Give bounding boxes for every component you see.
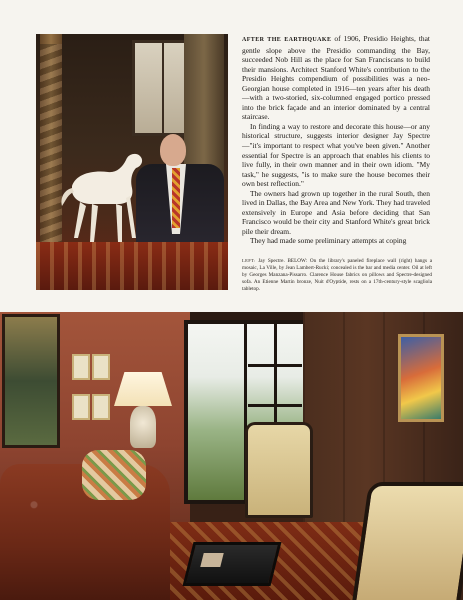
armchair [245, 422, 313, 518]
caption-text: Jay Spectre. BELOW: On the library's paneled fireplace wall (right) hangs a mosaic, La Ville, by Jean Lambert-Rucki; concealed is the bar and media center. Oil at left by Georges Manzana-Pissarro. Clarence House fabrics on pillows and Spectre-designed sofa. An Etienne Martin bronze, Nuit d'Oyptide, rests on a 17th-century-style scagliola tabletop. [242, 258, 432, 292]
lamp-base [130, 406, 156, 448]
paragraph-1-text: of 1906, Presidio Heights, that gentle slope above the Presidio commanding the Bay, succeeded Nob Hill as the place for San Franciscans to build their mansions. Architect Stanford White's contribution to the Presidio Heights compendium of possibilities was a neo-Georgian house completed in 1916—ten years after his death—with a two-storied, six-columned engaged portico pressed into the brick façade and an interior dominated by a central staircase. [242, 34, 430, 122]
portrait-photo [36, 34, 228, 290]
scagliola-table [183, 542, 282, 586]
paragraph-1 [242, 34, 430, 122]
man-head [160, 134, 186, 166]
caption-label: LEFT: [242, 258, 256, 263]
mosaic-la-ville [398, 334, 444, 422]
small-framed-print [92, 394, 110, 420]
paragraph-4: They had made some preliminary attempts at coping [250, 236, 407, 246]
foreground-chair [351, 482, 463, 600]
small-framed-print [92, 354, 110, 380]
small-framed-print [72, 354, 90, 380]
oil-painting [2, 314, 60, 448]
paragraph-2: In finding a way to restore and decorate this house—or any historical structure, suggests interior designer Jay Spectre—"it's important to respect what you've been given." Another essential for Spectre is an approach that enables his clients to live fully, in their own manner and in their own idiom. "My task," he suggests, "is to make sure the house becomes their own best reflection." [242, 121, 430, 189]
oriental-rug [36, 242, 228, 290]
paragraph-3: The owners had grown up together in the rural South, then lived in Dallas, the Bay Area and New York. They had traveled extensively in Europe and Asia before deciding that San Francisco would be their city and Stanford White's great brick pile their dream. [242, 188, 430, 236]
small-framed-print [72, 394, 90, 420]
man-tie [172, 168, 180, 228]
photo-caption [242, 258, 432, 293]
lead-caps: AFTER THE EARTHQUAKE [242, 37, 332, 43]
horse-sculpture [58, 146, 150, 256]
article-text [242, 34, 430, 246]
library-photo [0, 312, 463, 600]
patterned-pillow [82, 450, 146, 500]
